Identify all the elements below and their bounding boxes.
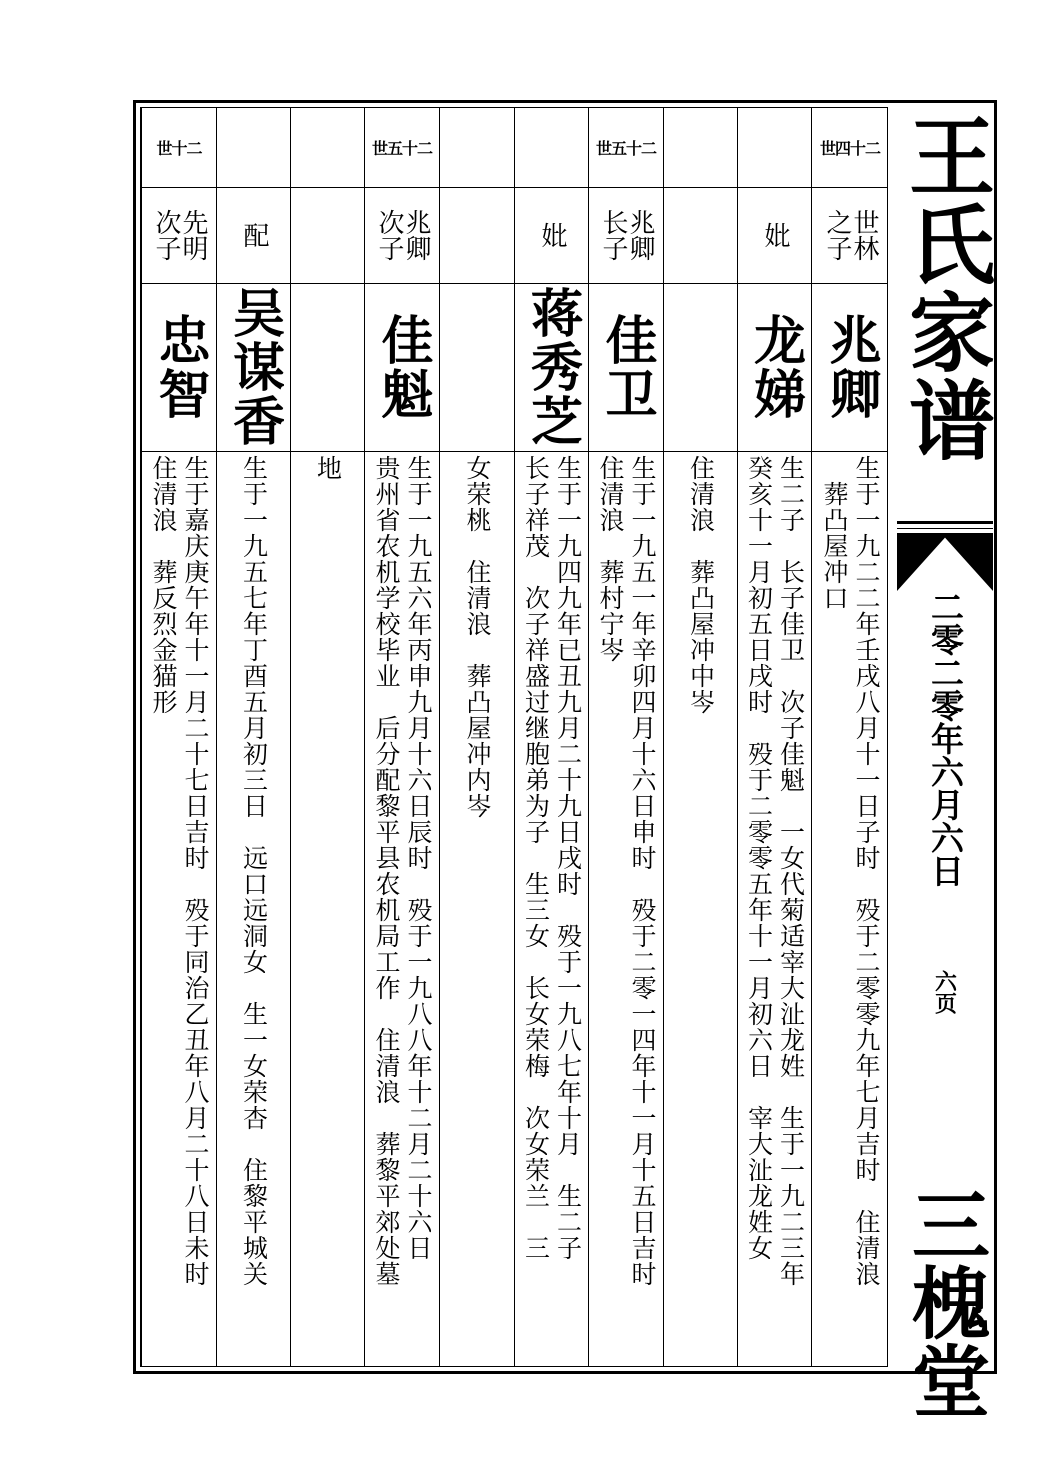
biography-text: 女荣桃 住清浪 葬凸屋冲内岑 <box>463 455 492 819</box>
biography-text: 住清浪 葬凸屋冲中岑 <box>686 455 716 715</box>
entry-column-8 <box>216 107 290 1367</box>
generation-label: 世五十二 <box>371 138 432 158</box>
person-name: 佳魁 <box>372 313 433 421</box>
book-title: 王氏家谱 <box>894 112 995 464</box>
generation-label: 世十二 <box>156 138 202 158</box>
relation-label: 妣 <box>537 222 567 248</box>
generation-label: 世四十二 <box>819 138 880 158</box>
entry-column-1 <box>737 107 811 1367</box>
entry-column-7 <box>290 107 364 1367</box>
biography-text: 生于一九二二年壬戌八月十一日子时 殁于二零零九年七月吉时 住清浪 葬凸屋冲口 <box>820 455 881 1287</box>
relation-label: 世林 之子 <box>822 209 879 261</box>
entry-column-3 <box>588 107 663 1367</box>
relation-label: 妣 <box>760 222 790 248</box>
entry-column-6 <box>364 107 439 1367</box>
publication-date: 二零二零年六月六日 <box>926 590 965 887</box>
person-name: 忠智 <box>149 313 210 421</box>
title-rule-thick <box>897 521 993 524</box>
biography-text: 生于一九五六年丙申九月十六日辰时 殁于一九八八年十二月二十六日 贵州省农机学校毕业 后分配黎平县农机局工作 住清浪 葬黎平郊处墓 <box>372 455 433 1287</box>
biography-text: 生于一九四九年已丑九月二十九日戌时 殁于一九八七年十月 生二子 长子祥茂 次子祥盛过继胞弟为子 生三女 长女荣梅 次女荣兰 三 <box>521 455 583 1261</box>
title-rule-thin <box>897 528 993 529</box>
entry-column-4 <box>514 107 588 1367</box>
biography-text: 生二子 长子佳卫 次子佳魁 一女代菊适宰大沚龙姓 生于一九二三年 癸亥十一月初五日戌时 殁于二零零五年十一月初六日 宰大沚龙姓女 <box>744 455 806 1287</box>
generation-label: 世五十二 <box>595 138 656 158</box>
relation-label: 配 <box>239 222 269 248</box>
person-name: 龙娣 <box>744 313 806 421</box>
page-number: 六页 <box>931 970 958 1014</box>
entry-column-9 <box>141 107 216 1367</box>
biography-text: 生于嘉庆庚午年十一月二十七日吉时 殁于同治乙丑年八月二十八日未时 住清浪 葬反烈金猫形 <box>149 455 210 1287</box>
relation-label: 先明 次子 <box>151 209 208 261</box>
person-name: 吴谋香 <box>223 286 285 448</box>
person-name: 佳卫 <box>596 313 657 421</box>
person-name: 兆卿 <box>820 313 881 421</box>
relation-label: 兆卿 次子 <box>374 209 431 261</box>
biography-text: 生于一九五一年辛卯四月十六日申时 殁于二零一四年十一月十五日吉时 住清浪 葬村宁岑 <box>596 455 657 1287</box>
person-name: 蒋秀芝 <box>521 286 583 448</box>
biography-text: 生于一九五七年丁酉五月初三日 远口远洞女 生一女荣杏 住黎平城关 <box>239 455 269 1287</box>
entry-column-2 <box>663 107 737 1367</box>
hall-name: 三槐堂 <box>899 1185 990 1419</box>
entry-column-0 <box>811 107 888 1367</box>
entry-column-5 <box>439 107 514 1367</box>
biography-text: 地 <box>313 455 343 481</box>
relation-label: 兆卿 长子 <box>598 209 655 261</box>
